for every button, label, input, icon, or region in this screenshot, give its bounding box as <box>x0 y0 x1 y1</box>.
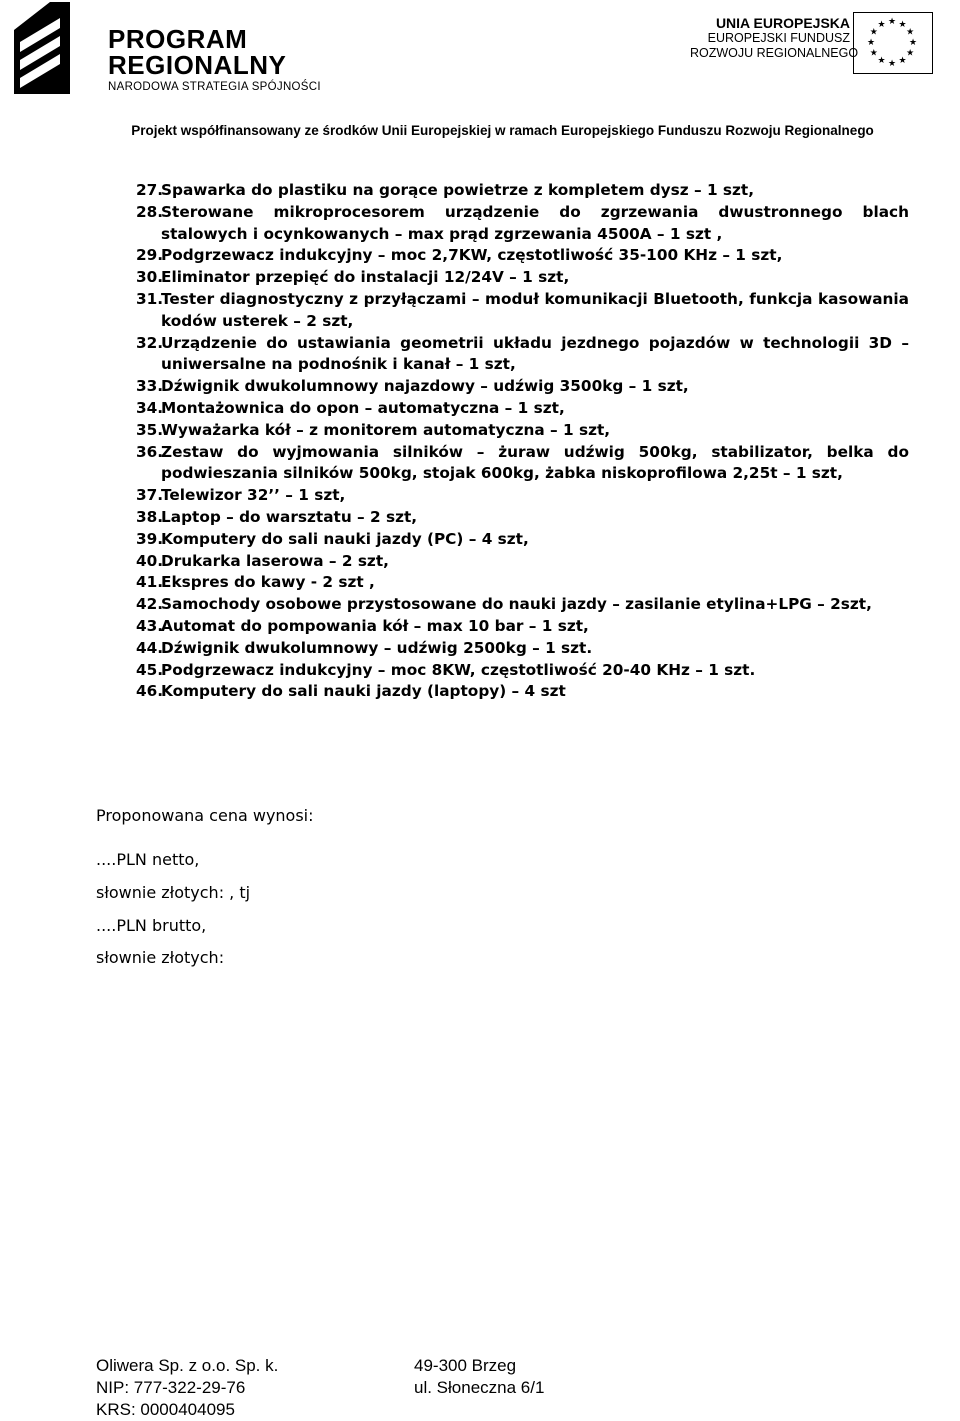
list-item-text: Urządzenie do ustawiania geometrii układu jezdnego pojazdów w technologii 3D – uniwersalne na podnośnik i kanał – 1 szt, <box>161 333 909 374</box>
list-item-text: Wyważarka kół – z monitorem automatyczna – 1 szt, <box>161 420 611 439</box>
eu-star-icon: ★ <box>898 56 907 67</box>
list-item-number: 38. <box>136 507 164 526</box>
list-item-text: Dźwignik dwukolumnowy – udźwig 2500kg – 1 szt. <box>161 638 593 657</box>
list-item-text: Eliminator przepięć do instalacji 12/24V – 1 szt, <box>161 268 570 287</box>
eu-star-icon: ★ <box>887 17 897 27</box>
price-slownie-netto: słownie złotych: , tj <box>96 883 251 902</box>
list-item <box>136 594 909 616</box>
eu-line1: UNIA EUROPEJSKA <box>715 15 850 31</box>
eu-stars-icon <box>854 13 931 72</box>
list-item <box>136 245 909 267</box>
list-item-number: 32. <box>136 333 164 352</box>
list-item-text: Tester diagnostyczny z przyłączami – moduł komunikacji Bluetooth, funkcja kasowania kodów usterek – 2 szt, <box>161 289 909 330</box>
program-line1: PROGRAM <box>108 24 248 54</box>
list-item-text: Komputery do sali nauki jazdy (PC) – 4 szt, <box>161 529 529 548</box>
list-item-text: Podgrzewacz indukcyjny – moc 2,7KW, częstotliwość 35-100 KHz – 1 szt, <box>161 246 783 265</box>
list-item-number: 43. <box>136 616 164 635</box>
eu-star-icon: ★ <box>906 27 915 38</box>
list-item-number: 39. <box>136 529 164 548</box>
list-item <box>136 420 909 442</box>
list-item-number: 37. <box>136 486 164 505</box>
list-item-text: Telewizor 32’’ – 1 szt, <box>161 486 346 505</box>
list-item-number: 34. <box>136 398 164 417</box>
list-item-text: Drukarka laserowa – 2 szt, <box>161 551 389 570</box>
list-item <box>136 333 909 377</box>
price-heading: Proponowana cena wynosi: <box>96 806 314 825</box>
list-item <box>136 202 909 246</box>
program-regionalny-logo <box>12 2 332 98</box>
list-item <box>136 572 909 594</box>
footer-nip: NIP: 777-322-29-76 <box>96 1378 246 1397</box>
eu-star-icon: ★ <box>908 38 918 48</box>
program-line3: NARODOWA STRATEGIA SPÓJNOŚCI <box>108 81 321 93</box>
list-item-text: Podgrzewacz indukcyjny – moc 8KW, częstotliwość 20-40 KHz – 1 szt. <box>161 660 756 679</box>
list-item-text: Spawarka do plastiku na gorące powietrze z kompletem dysz – 1 szt, <box>161 181 755 199</box>
list-item <box>136 398 909 420</box>
list-item-text: Sterowane mikroprocesorem urządzenie do zgrzewania dwustronnego blach stalowych i ocynkowanych – max prąd zgrzewania 4500A – 1 szt , <box>161 202 909 243</box>
eu-line2: EUROPEJSKI FUNDUSZ <box>707 31 850 45</box>
list-item <box>136 638 909 660</box>
list-item <box>136 180 909 202</box>
list-item-text: Montażownica do opon – automatyczna – 1 szt, <box>161 398 565 417</box>
eu-star-icon: ★ <box>877 56 886 67</box>
footer-street: ul. Słoneczna 6/1 <box>414 1378 545 1397</box>
list-item <box>136 660 909 682</box>
footer-krs: KRS: 0000404095 <box>96 1400 235 1419</box>
list-item <box>136 507 909 529</box>
eu-star-icon: ★ <box>869 48 878 59</box>
eu-text-block <box>690 15 859 61</box>
list-item-number: 33. <box>136 377 164 396</box>
eu-line3: ROZWOJU REGIONALNEGO <box>690 46 859 60</box>
list-item-text: Komputery do sali nauki jazdy (laptopy) – 4 szt <box>161 682 566 701</box>
list-item <box>136 551 909 573</box>
equipment-list <box>136 180 909 703</box>
list-item <box>136 376 909 398</box>
list-item <box>136 289 909 333</box>
eu-star-icon: ★ <box>906 48 915 59</box>
eu-flag-icon <box>853 12 933 74</box>
list-item-number: 36. <box>136 442 164 461</box>
footer-company: Oliwera Sp. z o.o. Sp. k. <box>96 1356 279 1375</box>
eu-star-icon: ★ <box>898 19 907 30</box>
page-header <box>0 0 960 138</box>
list-item-number: 29. <box>136 246 164 265</box>
eu-star-icon: ★ <box>877 19 886 30</box>
list-item-number: 46. <box>136 682 164 701</box>
list-item-number: 45. <box>136 660 164 679</box>
list-item <box>136 529 909 551</box>
list-item-text: Laptop – do warsztatu – 2 szt, <box>161 507 418 526</box>
list-item-text: Dźwignik dwukolumnowy najazdowy – udźwig 3500kg – 1 szt, <box>161 377 689 396</box>
price-slownie-brutto: słownie złotych: <box>96 948 225 967</box>
list-item <box>136 616 909 638</box>
list-item <box>136 681 909 703</box>
list-item-number: 27. <box>136 181 164 199</box>
list-item-number: 28. <box>136 202 164 221</box>
list-item <box>136 442 909 486</box>
list-item-number: 35. <box>136 420 164 439</box>
list-item-text: Zestaw do wyjmowania silników – żuraw udźwig 500kg, stabilizator, belka do podwieszania silników 500kg, stojak 600kg, żabka niskoprofilowa 2,25t – 1 szt, <box>161 442 909 483</box>
list-item-number: 30. <box>136 268 164 287</box>
list-item-text: Automat do pompowania kół – max 10 bar – 1 szt, <box>161 616 589 635</box>
eu-star-icon: ★ <box>887 59 897 69</box>
footer-company-column <box>96 1355 278 1421</box>
program-line2: REGIONALNY <box>108 50 287 80</box>
footer-address-column <box>414 1355 544 1399</box>
list-item-number: 44. <box>136 638 164 657</box>
list-item-number: 42. <box>136 595 164 614</box>
eu-star-icon: ★ <box>866 38 876 48</box>
list-item-number: 31. <box>136 289 164 308</box>
program-logo-icon <box>12 2 82 94</box>
price-brutto: ....PLN brutto, <box>96 916 207 935</box>
list-item-number: 41. <box>136 573 164 592</box>
price-netto: ....PLN netto, <box>96 850 200 869</box>
list-item-text: Ekspres do kawy - 2 szt , <box>161 573 375 592</box>
cofinance-statement: Projekt współfinansowany ze środków Unii Europejskiej w ramach Europejskiego Funduszu Rozwoju Regionalnego <box>131 123 874 138</box>
list-item <box>136 267 909 289</box>
list-item-text: Samochody osobowe przystosowane do nauki jazdy – zasilanie etylina+LPG – 2szt, <box>161 595 872 614</box>
footer-postal: 49-300 Brzeg <box>414 1356 517 1375</box>
list-item-number: 40. <box>136 551 164 570</box>
list-item <box>136 485 909 507</box>
eu-star-icon: ★ <box>869 27 878 38</box>
